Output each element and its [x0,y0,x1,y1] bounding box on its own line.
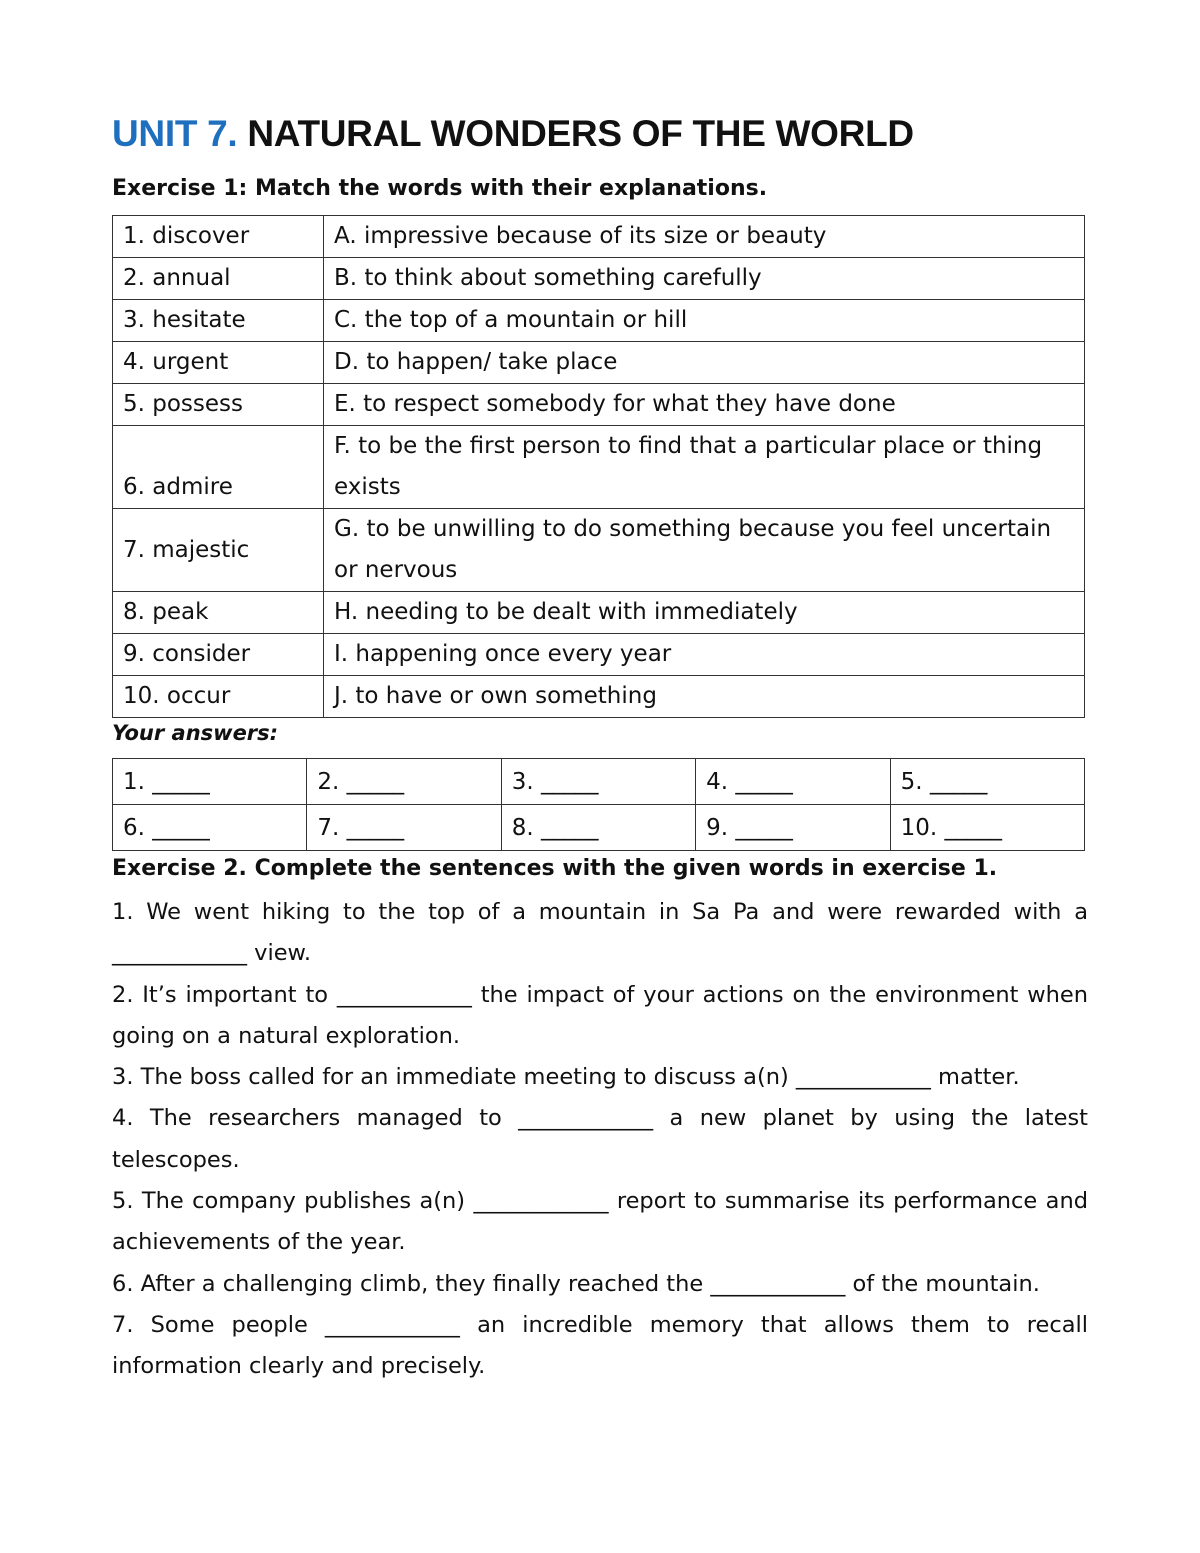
word-cell: 1. discover [113,216,324,258]
sentence-item: 2. It’s important to ____________ the impact of your actions on the environment when going on a natural exploration. [112,981,1088,1049]
exercise2-heading: Exercise 2. Complete the sentences with the given words in exercise 1. [112,856,998,881]
answer-cell[interactable]: 4. _____ [696,759,890,805]
sentence-item: 3. The boss called for an immediate meeting to discuss a(n) ____________ matter. [112,1064,1020,1091]
answer-cell[interactable]: 2. _____ [307,759,501,805]
matching-table [112,215,1085,718]
sentence-item: 5. The company publishes a(n) ____________ report to summarise its performance and achievements of the year. [112,1188,1088,1256]
sentence-item: 6. After a challenging climb, they finally reached the ____________ of the mountain. [112,1270,1040,1297]
unit-title: NATURAL WONDERS OF THE WORLD [247,113,914,154]
definition-cell: B. to think about something carefully [324,258,1085,300]
answer-cell[interactable]: 6. _____ [113,805,307,851]
unit-number: UNIT 7. [112,113,238,154]
table-row [113,384,1085,426]
table-row [113,342,1085,384]
definition-cell: I. happening once every year [324,634,1085,676]
answer-cell[interactable]: 3. _____ [501,759,695,805]
exercise1-heading: Exercise 1: Match the words with their explanations. [112,176,768,201]
definition-cell: E. to respect somebody for what they have done [324,384,1085,426]
answer-cell[interactable]: 5. _____ [890,759,1084,805]
table-row [113,805,1085,851]
word-cell: 7. majestic [113,509,324,592]
answers-label: Your answers: [112,721,279,745]
table-row [113,592,1085,634]
answer-cell[interactable]: 7. _____ [307,805,501,851]
page-title [112,108,1088,160]
table-row [113,258,1085,300]
definition-cell: C. the top of a mountain or hill [324,300,1085,342]
word-cell: 9. consider [113,634,324,676]
definition-cell: G. to be unwilling to do something because you feel uncertain or nervous [324,509,1085,592]
worksheet-page [112,108,1088,1388]
answer-cell[interactable]: 1. _____ [113,759,307,805]
table-row [113,634,1085,676]
table-row [113,426,1085,509]
definition-cell: J. to have or own something [324,676,1085,718]
word-cell: 10. occur [113,676,324,718]
sentence-list [112,892,1088,1388]
word-cell: 5. possess [113,384,324,426]
answers-table [112,758,1085,851]
sentence-item: 7. Some people ____________ an incredible memory that allows them to recall information clearly and precisely. [112,1311,1088,1380]
answer-cell[interactable]: 10. _____ [890,805,1084,851]
table-row [113,300,1085,342]
sentence-item: 4. The researchers managed to ____________ a new planet by using the latest telescopes. [112,1105,1088,1173]
definition-cell: D. to happen/ take place [324,342,1085,384]
answer-cell[interactable]: 9. _____ [696,805,890,851]
definition-cell: H. needing to be dealt with immediately [324,592,1085,634]
table-row [113,216,1085,258]
word-cell: 2. annual [113,258,324,300]
table-row [113,676,1085,718]
answer-cell[interactable]: 8. _____ [501,805,695,851]
definition-cell: A. impressive because of its size or beauty [324,216,1085,258]
word-cell: 4. urgent [113,342,324,384]
word-cell: 8. peak [113,592,324,634]
sentence-item: 1. We went hiking to the top of a mountain in Sa Pa and were rewarded with a ____________ view. [112,899,1088,967]
word-cell: 6. admire [113,426,324,509]
table-row [113,509,1085,592]
word-cell: 3. hesitate [113,300,324,342]
table-row [113,759,1085,805]
definition-cell: F. to be the first person to find that a particular place or thing exists [324,426,1085,509]
